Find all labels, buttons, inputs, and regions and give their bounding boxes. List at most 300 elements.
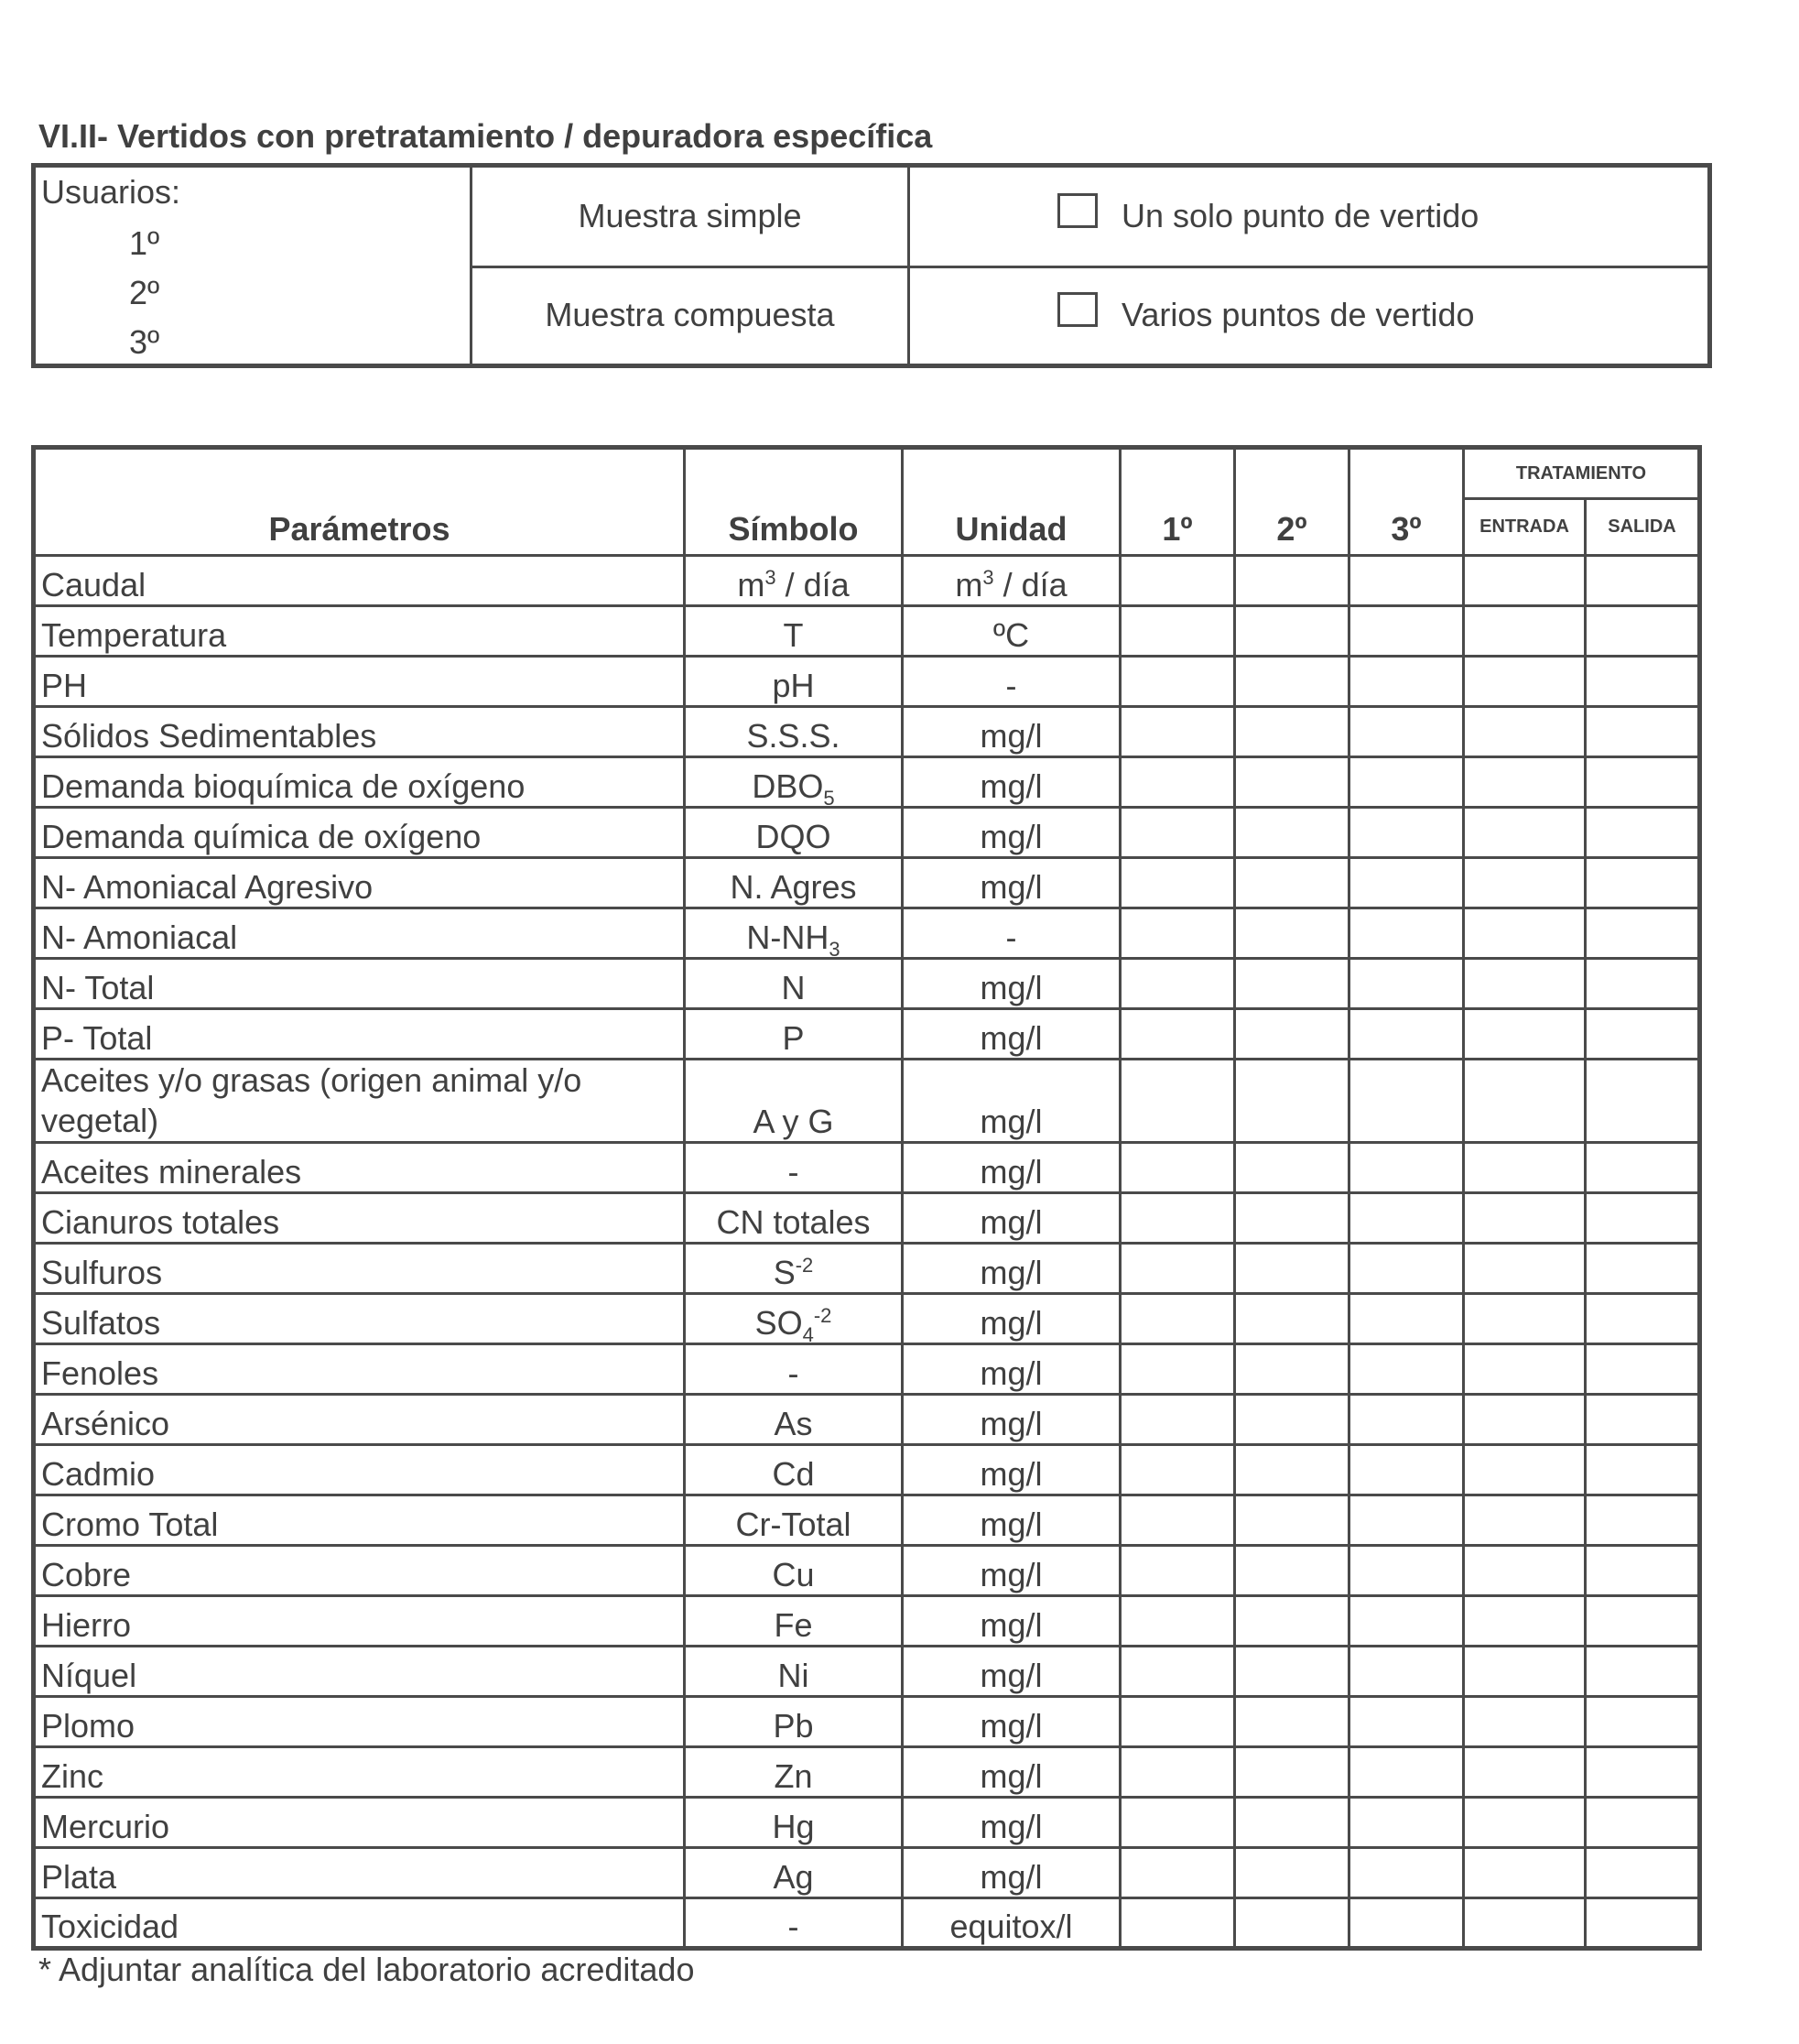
value-usuario-1-cell[interactable]: [1121, 1647, 1235, 1697]
symbol-text: Cr-Total: [735, 1506, 851, 1543]
parameter-unit: [903, 1798, 1121, 1848]
value-salida-cell[interactable]: [1586, 1546, 1700, 1596]
value-entrada-cell[interactable]: [1464, 1344, 1586, 1395]
parameter-symbol: [685, 1848, 903, 1898]
symbol-text: pH: [772, 667, 815, 704]
unit-text: -: [1005, 667, 1017, 704]
value-entrada-cell[interactable]: [1464, 1395, 1586, 1445]
value-usuario-1-cell[interactable]: [1121, 959, 1235, 1009]
value-usuario-1-cell[interactable]: [1121, 1395, 1235, 1445]
value-salida-cell[interactable]: [1586, 1697, 1700, 1747]
value-entrada-cell[interactable]: [1464, 1596, 1586, 1647]
symbol-text: -: [787, 1354, 799, 1392]
table-row: [34, 1445, 1700, 1495]
value-salida-cell[interactable]: [1586, 1647, 1700, 1697]
header-entrada: ENTRADA: [1464, 499, 1586, 556]
unit-text: mg/l: [980, 1254, 1043, 1291]
parameter-symbol: [685, 1445, 903, 1495]
value-salida-cell[interactable]: [1586, 606, 1700, 657]
parameter-name: N- Amoniacal: [34, 908, 685, 959]
symbol-text: T: [783, 616, 804, 654]
parameter-unit: [903, 1193, 1121, 1244]
value-salida-cell[interactable]: [1586, 757, 1700, 808]
parameter-name: Níquel: [34, 1647, 685, 1697]
parameter-name: Plata: [34, 1848, 685, 1898]
value-entrada-cell[interactable]: [1464, 1495, 1586, 1546]
value-usuario-2-cell[interactable]: [1235, 1596, 1349, 1647]
unit-text: mg/l: [980, 868, 1043, 906]
parameter-symbol: [685, 1798, 903, 1848]
value-usuario-3-cell[interactable]: [1349, 1747, 1464, 1798]
parameter-unit: [903, 707, 1121, 757]
value-entrada-cell[interactable]: [1464, 959, 1586, 1009]
usuario-2: 2º: [129, 274, 160, 311]
unit-text: mg/l: [980, 717, 1043, 755]
value-usuario-1-cell[interactable]: [1121, 1898, 1235, 1949]
table-row: [34, 808, 1700, 858]
value-salida-cell[interactable]: [1586, 1294, 1700, 1344]
value-usuario-1-cell[interactable]: [1121, 1294, 1235, 1344]
symbol-text: N-NH: [746, 919, 829, 956]
parameter-name: Sólidos Sedimentables: [34, 707, 685, 757]
value-usuario-2-cell[interactable]: [1235, 1495, 1349, 1546]
table-row: [34, 1344, 1700, 1395]
table-row: [34, 1747, 1700, 1798]
value-usuario-2-cell[interactable]: [1235, 1798, 1349, 1848]
parameter-name: Plomo: [34, 1697, 685, 1747]
value-usuario-1-cell[interactable]: [1121, 1747, 1235, 1798]
value-usuario-2-cell[interactable]: [1235, 657, 1349, 707]
symbol-text: SO: [754, 1304, 803, 1342]
parameter-unit: [903, 858, 1121, 908]
value-salida-cell[interactable]: [1586, 1445, 1700, 1495]
value-usuario-3-cell[interactable]: [1349, 757, 1464, 808]
value-entrada-cell[interactable]: [1464, 1697, 1586, 1747]
parameter-symbol: [685, 1647, 903, 1697]
symbol-subscript: 4: [802, 1323, 814, 1344]
parameter-symbol: [685, 1193, 903, 1244]
symbol-text: As: [774, 1405, 813, 1442]
value-salida-cell[interactable]: [1586, 959, 1700, 1009]
value-usuario-3-cell[interactable]: [1349, 606, 1464, 657]
header-parametros: Parámetros: [34, 448, 685, 556]
parameter-unit: [903, 1009, 1121, 1060]
parameter-name: Demanda bioquímica de oxígeno: [34, 757, 685, 808]
value-usuario-1-cell[interactable]: [1121, 707, 1235, 757]
value-entrada-cell[interactable]: [1464, 1193, 1586, 1244]
symbol-tail: / día: [775, 566, 850, 603]
value-usuario-2-cell[interactable]: [1235, 1445, 1349, 1495]
value-entrada-cell[interactable]: [1464, 657, 1586, 707]
value-usuario-1-cell[interactable]: [1121, 606, 1235, 657]
value-entrada-cell[interactable]: [1464, 707, 1586, 757]
header-usuario-1: 1º: [1121, 448, 1235, 556]
muestra-simple-label: Muestra simple: [578, 197, 802, 234]
value-salida-cell[interactable]: [1586, 1848, 1700, 1898]
table-row: [34, 1546, 1700, 1596]
unit-text: mg/l: [980, 1203, 1043, 1241]
symbol-text: A y G: [753, 1103, 834, 1140]
header-salida: SALIDA: [1586, 499, 1700, 556]
parameters-table: [31, 445, 1702, 1951]
unit-text: m: [955, 566, 983, 603]
sample-info-table: [31, 163, 1712, 368]
unit-text: mg/l: [980, 1304, 1043, 1342]
value-salida-cell[interactable]: [1586, 1344, 1700, 1395]
parameter-name: Cobre: [34, 1546, 685, 1596]
table-row: [34, 858, 1700, 908]
value-usuario-2-cell[interactable]: [1235, 757, 1349, 808]
unit-text: mg/l: [980, 1354, 1043, 1392]
table-row: [34, 1495, 1700, 1546]
parameter-name: Aceites y/o grasas (origen animal y/o vegetal): [34, 1060, 685, 1143]
value-usuario-2-cell[interactable]: [1235, 1697, 1349, 1747]
parameter-symbol: [685, 959, 903, 1009]
value-usuario-3-cell[interactable]: [1349, 1395, 1464, 1445]
parameter-name: P- Total: [34, 1009, 685, 1060]
value-usuario-3-cell[interactable]: [1349, 1898, 1464, 1949]
usuario-3: 3º: [129, 323, 160, 361]
symbol-text: Fe: [774, 1606, 813, 1644]
unit-text: mg/l: [980, 1405, 1043, 1442]
value-usuario-1-cell[interactable]: [1121, 1495, 1235, 1546]
unit-text: mg/l: [980, 767, 1043, 805]
unit-text: mg/l: [980, 1019, 1043, 1057]
symbol-text: Ag: [773, 1858, 814, 1896]
table-row: [34, 1898, 1700, 1949]
value-usuario-1-cell[interactable]: [1121, 858, 1235, 908]
page-title: VI.II- Vertidos con pretratamiento / depuradora específica: [38, 117, 933, 155]
unit-text: mg/l: [980, 1556, 1043, 1593]
parameter-name: Aceites minerales: [34, 1143, 685, 1193]
value-usuario-1-cell[interactable]: [1121, 1193, 1235, 1244]
parameters-body: [34, 556, 1700, 1949]
value-usuario-3-cell[interactable]: [1349, 1848, 1464, 1898]
value-usuario-3-cell[interactable]: [1349, 657, 1464, 707]
header-simbolo: Símbolo: [685, 448, 903, 556]
value-entrada-cell[interactable]: [1464, 908, 1586, 959]
parameter-name: Arsénico: [34, 1395, 685, 1445]
symbol-text: Pb: [773, 1707, 814, 1745]
parameter-unit: [903, 1395, 1121, 1445]
value-usuario-2-cell[interactable]: [1235, 1193, 1349, 1244]
value-usuario-2-cell[interactable]: [1235, 1060, 1349, 1143]
symbol-subscript: 5: [823, 787, 835, 808]
unit-text: mg/l: [980, 1757, 1043, 1795]
value-usuario-1-cell[interactable]: [1121, 1798, 1235, 1848]
value-salida-cell[interactable]: [1586, 1495, 1700, 1546]
symbol-text: S.S.S.: [746, 717, 840, 755]
value-usuario-1-cell[interactable]: [1121, 757, 1235, 808]
symbol-superscript: 3: [764, 566, 776, 589]
value-entrada-cell[interactable]: [1464, 858, 1586, 908]
table-row: [34, 1647, 1700, 1697]
symbol-text: N. Agres: [730, 868, 857, 906]
value-usuario-2-cell[interactable]: [1235, 1009, 1349, 1060]
unit-text: mg/l: [980, 818, 1043, 855]
value-salida-cell[interactable]: [1586, 657, 1700, 707]
value-usuario-2-cell[interactable]: [1235, 1898, 1349, 1949]
value-usuario-3-cell[interactable]: [1349, 1244, 1464, 1294]
value-salida-cell[interactable]: [1586, 1798, 1700, 1848]
value-usuario-2-cell[interactable]: [1235, 1244, 1349, 1294]
value-usuario-1-cell[interactable]: [1121, 1060, 1235, 1143]
value-usuario-3-cell[interactable]: [1349, 959, 1464, 1009]
value-salida-cell[interactable]: [1586, 1747, 1700, 1798]
table-row: [34, 1395, 1700, 1445]
unit-text: mg/l: [980, 1506, 1043, 1543]
single-point-checkbox[interactable]: [1057, 193, 1098, 228]
symbol-text: -: [787, 1153, 799, 1191]
value-entrada-cell[interactable]: [1464, 1244, 1586, 1294]
multiple-points-checkbox[interactable]: [1057, 292, 1098, 327]
parameter-unit: [903, 1495, 1121, 1546]
value-usuario-1-cell[interactable]: [1121, 1344, 1235, 1395]
value-salida-cell[interactable]: [1586, 1395, 1700, 1445]
value-salida-cell[interactable]: [1586, 858, 1700, 908]
value-salida-cell[interactable]: [1586, 556, 1700, 606]
value-usuario-3-cell[interactable]: [1349, 1294, 1464, 1344]
symbol-subscript: 3: [829, 938, 840, 959]
value-usuario-1-cell[interactable]: [1121, 1596, 1235, 1647]
header-usuario-3: 3º: [1349, 448, 1464, 556]
table-row: [34, 1244, 1700, 1294]
value-usuario-1-cell[interactable]: [1121, 1009, 1235, 1060]
table-row: [34, 1848, 1700, 1898]
header-tratamiento: TRATAMIENTO: [1464, 448, 1700, 499]
unit-text: mg/l: [980, 1707, 1043, 1745]
symbol-text: -: [787, 1908, 799, 1945]
value-salida-cell[interactable]: [1586, 808, 1700, 858]
parameter-symbol: [685, 556, 903, 606]
table-row: [34, 606, 1700, 657]
parameter-unit: [903, 959, 1121, 1009]
parameter-unit: [903, 757, 1121, 808]
value-usuario-2-cell[interactable]: [1235, 1294, 1349, 1344]
value-entrada-cell[interactable]: [1464, 1009, 1586, 1060]
value-entrada-cell[interactable]: [1464, 808, 1586, 858]
value-salida-cell[interactable]: [1586, 1898, 1700, 1949]
value-usuario-2-cell[interactable]: [1235, 858, 1349, 908]
symbol-text: Hg: [772, 1808, 815, 1845]
value-usuario-3-cell[interactable]: [1349, 707, 1464, 757]
parameter-unit: [903, 1060, 1121, 1143]
table-row: [34, 1798, 1700, 1848]
value-usuario-3-cell[interactable]: [1349, 858, 1464, 908]
parameter-unit: [903, 1848, 1121, 1898]
value-usuario-3-cell[interactable]: [1349, 556, 1464, 606]
value-usuario-3-cell[interactable]: [1349, 1798, 1464, 1848]
symbol-text: Zn: [774, 1757, 813, 1795]
value-usuario-3-cell[interactable]: [1349, 1009, 1464, 1060]
table-row: [34, 707, 1700, 757]
parameter-symbol: [685, 1495, 903, 1546]
value-usuario-3-cell[interactable]: [1349, 1143, 1464, 1193]
value-usuario-2-cell[interactable]: [1235, 1747, 1349, 1798]
parameter-unit: [903, 1143, 1121, 1193]
symbol-text: CN totales: [716, 1203, 871, 1241]
value-entrada-cell[interactable]: [1464, 1294, 1586, 1344]
parameter-symbol: [685, 1009, 903, 1060]
unit-text: mg/l: [980, 1103, 1043, 1140]
value-usuario-2-cell[interactable]: [1235, 1546, 1349, 1596]
unit-text: mg/l: [980, 1606, 1043, 1644]
value-salida-cell[interactable]: [1586, 1143, 1700, 1193]
value-usuario-3-cell[interactable]: [1349, 1060, 1464, 1143]
value-usuario-1-cell[interactable]: [1121, 908, 1235, 959]
value-usuario-2-cell[interactable]: [1235, 908, 1349, 959]
unit-text: mg/l: [980, 1657, 1043, 1694]
value-usuario-2-cell[interactable]: [1235, 556, 1349, 606]
unit-superscript: 3: [982, 566, 994, 589]
parameter-name: Cadmio: [34, 1445, 685, 1495]
value-entrada-cell[interactable]: [1464, 1848, 1586, 1898]
parameter-unit: [903, 1697, 1121, 1747]
value-usuario-3-cell[interactable]: [1349, 1445, 1464, 1495]
parameter-symbol: [685, 1344, 903, 1395]
parameter-name: Cianuros totales: [34, 1193, 685, 1244]
parameter-name: N- Amoniacal Agresivo: [34, 858, 685, 908]
value-entrada-cell[interactable]: [1464, 1647, 1586, 1697]
value-usuario-3-cell[interactable]: [1349, 1193, 1464, 1244]
parameter-unit: [903, 1344, 1121, 1395]
value-usuario-1-cell[interactable]: [1121, 1445, 1235, 1495]
parameter-symbol: [685, 908, 903, 959]
parameter-symbol: [685, 1747, 903, 1798]
value-salida-cell[interactable]: [1586, 1060, 1700, 1143]
parameter-unit: [903, 1294, 1121, 1344]
value-usuario-3-cell[interactable]: [1349, 1546, 1464, 1596]
value-entrada-cell[interactable]: [1464, 1060, 1586, 1143]
parameter-name: Sulfuros: [34, 1244, 685, 1294]
value-usuario-2-cell[interactable]: [1235, 606, 1349, 657]
value-usuario-3-cell[interactable]: [1349, 1596, 1464, 1647]
value-usuario-2-cell[interactable]: [1235, 1143, 1349, 1193]
value-entrada-cell[interactable]: [1464, 556, 1586, 606]
value-usuario-1-cell[interactable]: [1121, 556, 1235, 606]
value-entrada-cell[interactable]: [1464, 757, 1586, 808]
value-usuario-1-cell[interactable]: [1121, 1244, 1235, 1294]
value-salida-cell[interactable]: [1586, 1193, 1700, 1244]
table-row: [34, 1294, 1700, 1344]
value-entrada-cell[interactable]: [1464, 1747, 1586, 1798]
usuarios-label: Usuarios:: [41, 173, 181, 211]
symbol-superscript: -2: [813, 1304, 832, 1327]
value-salida-cell[interactable]: [1586, 1244, 1700, 1294]
value-usuario-3-cell[interactable]: [1349, 1697, 1464, 1747]
parameter-symbol: [685, 808, 903, 858]
table-row: [34, 1193, 1700, 1244]
value-entrada-cell[interactable]: [1464, 1143, 1586, 1193]
value-usuario-2-cell[interactable]: [1235, 1848, 1349, 1898]
parameter-symbol: [685, 1898, 903, 1949]
value-entrada-cell[interactable]: [1464, 1898, 1586, 1949]
parameter-symbol: [685, 1546, 903, 1596]
parameter-unit: [903, 1747, 1121, 1798]
parameter-name: Temperatura: [34, 606, 685, 657]
symbol-text: Ni: [777, 1657, 809, 1694]
value-salida-cell[interactable]: [1586, 707, 1700, 757]
table-row: [34, 959, 1700, 1009]
value-usuario-2-cell[interactable]: [1235, 707, 1349, 757]
value-salida-cell[interactable]: [1586, 1009, 1700, 1060]
value-usuario-1-cell[interactable]: [1121, 1848, 1235, 1898]
value-salida-cell[interactable]: [1586, 908, 1700, 959]
parameter-symbol: [685, 1395, 903, 1445]
unit-text: -: [1005, 919, 1017, 956]
value-usuario-1-cell[interactable]: [1121, 1546, 1235, 1596]
value-usuario-2-cell[interactable]: [1235, 1344, 1349, 1395]
value-usuario-2-cell[interactable]: [1235, 1395, 1349, 1445]
parameter-symbol: [685, 606, 903, 657]
value-entrada-cell[interactable]: [1464, 1546, 1586, 1596]
parameter-symbol: [685, 1596, 903, 1647]
value-usuario-2-cell[interactable]: [1235, 959, 1349, 1009]
symbol-text: Cd: [772, 1455, 815, 1493]
table-row: [34, 657, 1700, 707]
parameter-name: Fenoles: [34, 1344, 685, 1395]
parameter-unit: [903, 606, 1121, 657]
parameter-symbol: [685, 1294, 903, 1344]
unit-text: mg/l: [980, 969, 1043, 1006]
parameter-unit: [903, 556, 1121, 606]
divider: [472, 266, 1707, 268]
muestra-compuesta-label: Muestra compuesta: [545, 296, 835, 333]
table-row: [34, 1697, 1700, 1747]
parameter-unit: [903, 1647, 1121, 1697]
value-usuario-1-cell[interactable]: [1121, 1697, 1235, 1747]
value-usuario-3-cell[interactable]: [1349, 808, 1464, 858]
symbol-text: S: [773, 1254, 796, 1291]
unit-text: mg/l: [980, 1808, 1043, 1845]
table-row: [34, 1143, 1700, 1193]
value-usuario-2-cell[interactable]: [1235, 1647, 1349, 1697]
parameter-symbol: [685, 757, 903, 808]
unit-text: ºC: [992, 616, 1030, 654]
value-usuario-1-cell[interactable]: [1121, 808, 1235, 858]
value-usuario-3-cell[interactable]: [1349, 1647, 1464, 1697]
table-row: [34, 556, 1700, 606]
value-usuario-2-cell[interactable]: [1235, 808, 1349, 858]
value-usuario-1-cell[interactable]: [1121, 657, 1235, 707]
value-entrada-cell[interactable]: [1464, 1798, 1586, 1848]
unit-text: mg/l: [980, 1153, 1043, 1191]
single-point-label: Un solo punto de vertido: [1122, 197, 1479, 234]
parameter-symbol: [685, 1697, 903, 1747]
value-entrada-cell[interactable]: [1464, 1445, 1586, 1495]
value-usuario-3-cell[interactable]: [1349, 1344, 1464, 1395]
value-usuario-3-cell[interactable]: [1349, 1495, 1464, 1546]
symbol-text: DQO: [755, 818, 831, 855]
parameter-name: Demanda química de oxígeno: [34, 808, 685, 858]
parameter-unit: [903, 1596, 1121, 1647]
value-usuario-3-cell[interactable]: [1349, 908, 1464, 959]
parameter-unit: [903, 1898, 1121, 1949]
symbol-superscript: -2: [795, 1254, 814, 1277]
header-unidad: Unidad: [903, 448, 1121, 556]
value-usuario-1-cell[interactable]: [1121, 1143, 1235, 1193]
parameter-unit: [903, 1445, 1121, 1495]
usuario-1: 1º: [129, 224, 160, 262]
unit-text: mg/l: [980, 1455, 1043, 1493]
value-salida-cell[interactable]: [1586, 1596, 1700, 1647]
table-row: [34, 908, 1700, 959]
parameter-name: N- Total: [34, 959, 685, 1009]
parameter-symbol: [685, 1143, 903, 1193]
value-entrada-cell[interactable]: [1464, 606, 1586, 657]
parameter-name: Sulfatos: [34, 1294, 685, 1344]
parameter-unit: [903, 1244, 1121, 1294]
